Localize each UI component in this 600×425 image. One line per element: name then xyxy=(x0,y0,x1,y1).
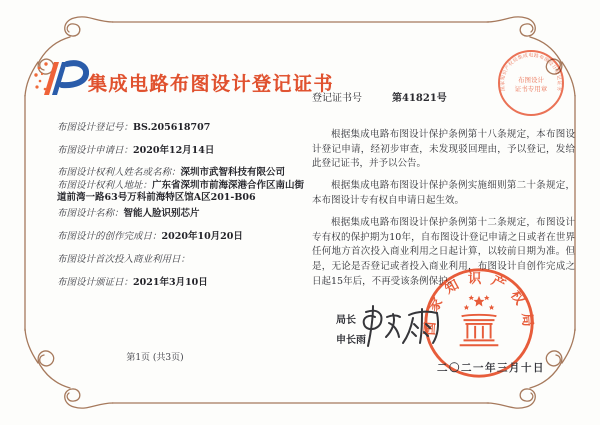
page-number: 第1页 (共3页) xyxy=(126,353,184,363)
field-application-date xyxy=(57,145,307,157)
field-value: 广东省深圳市前海深港合作区南山街道前湾一路63号万科前海特区馆A区201-B06 xyxy=(57,180,305,203)
field-label: 布图设计权利人姓名或名称： xyxy=(57,167,181,178)
director-title: 局长 xyxy=(336,315,356,326)
certificate-special-seal xyxy=(495,47,567,119)
paragraph-protection-term: 根据集成电路布图设计保护条例第十二条规定，布图设计专有权的保护期为10年，自布图设计登记申请之日或者在世界任何地方首次投入商业利用之日起计算，以较前日期为准。但是，无论是否登记或者投入商业利用，布图设计自创作完成之日起15年后，不再受该条例保护。 xyxy=(312,216,575,287)
field-certificate-issue-date xyxy=(57,277,307,289)
certificate-title: 集成电路布图设计登记证书 xyxy=(88,73,335,95)
field-holder-address xyxy=(57,180,307,204)
field-creation-completion-date xyxy=(57,231,307,243)
field-label: 布图设计首次投入商业利用日： xyxy=(57,254,191,265)
director-signature xyxy=(352,300,447,355)
field-label: 布图设计申请日： xyxy=(57,144,134,156)
field-value: 2020年10月20日 xyxy=(161,231,243,242)
field-value: 深圳市武智科技有限公司 xyxy=(180,167,286,178)
field-design-name xyxy=(57,208,307,220)
certificate-number-value: 第41821号 xyxy=(392,93,447,104)
field-registration-number xyxy=(57,122,307,134)
field-holder-name xyxy=(57,167,307,179)
paragraph-registration-grant: 根据集成电路布图设计保护条例第十八条规定，本布图设计登记申请，经初步审查，未发现驳回理由，予以登记，发给此登记证书，并予以公告。 xyxy=(312,128,575,170)
left-field-column xyxy=(57,122,307,300)
field-value: 2020年12月14日 xyxy=(133,144,215,156)
field-label: 布图设计的创作完成日： xyxy=(57,231,162,242)
field-label: 布图设计权利人地址： xyxy=(57,180,153,191)
field-value: 2021年3月10日 xyxy=(133,277,208,288)
issue-date: 二〇二一年三月十日 xyxy=(437,362,545,374)
field-label: 布图设计名称： xyxy=(57,208,124,219)
field-first-commercial-use-date xyxy=(57,254,307,266)
paragraph-effective-date: 根据集成电路布图设计保护条例实施细则第二十条规定，本布图设计专有权自申请日起生效。 xyxy=(312,180,575,206)
svg-text:布图设计: 布图设计 xyxy=(518,76,544,84)
director-name: 申长雨 xyxy=(336,335,366,346)
cnipa-ip-logo-icon xyxy=(33,55,89,101)
field-value: BS.205618707 xyxy=(133,122,211,133)
svg-text:证书专用章: 证书专用章 xyxy=(514,85,548,93)
field-label: 布图设计登记号： xyxy=(57,122,134,133)
field-label: 布图设计颁证日： xyxy=(57,277,134,288)
svg-text:国家知识产权局集成电路布图设计登记证书: 国家知识产权局集成电路布图设计登记证书 xyxy=(500,53,562,92)
certificate-number-label: 登记证书号 xyxy=(312,93,362,104)
svg-text:国家知识产权局: 国家知识产权局 xyxy=(421,270,537,336)
field-value: 智能人脸识别芯片 xyxy=(123,208,200,219)
